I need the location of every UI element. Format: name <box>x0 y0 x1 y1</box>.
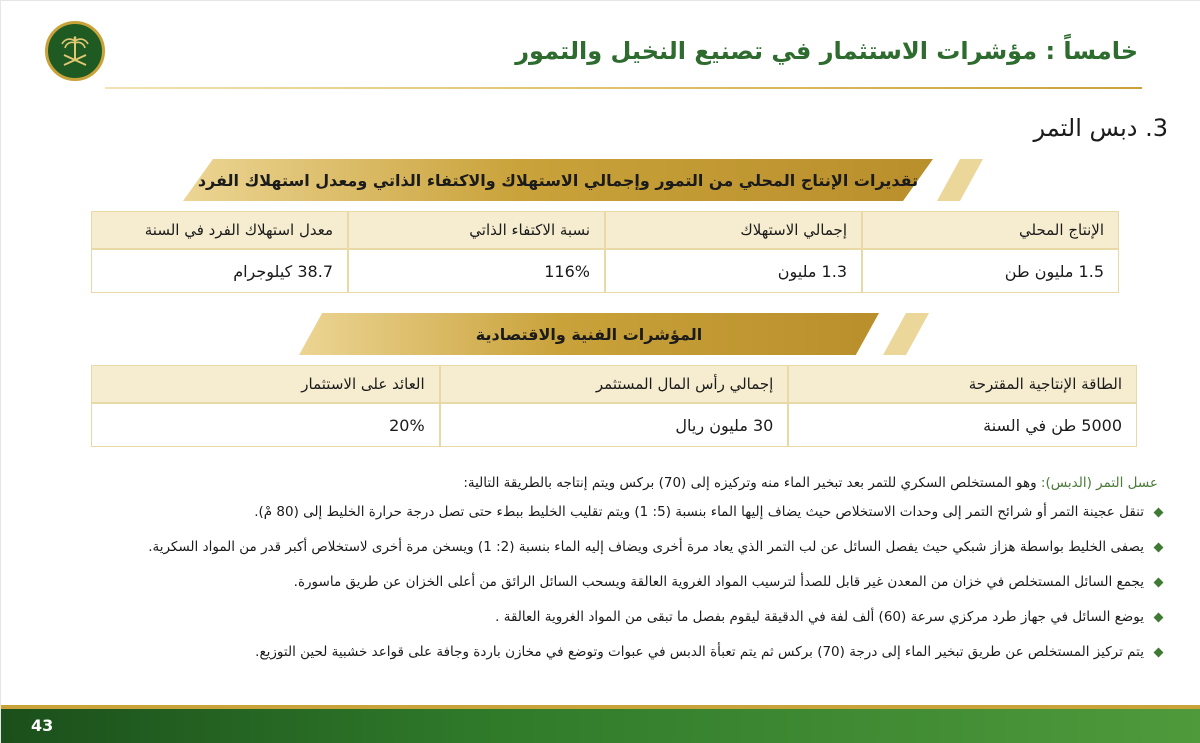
list-item <box>41 641 1164 664</box>
header-cell: معدل استهلاك الفرد في السنة <box>91 211 348 249</box>
value-cell: 1.5 مليون طن <box>862 249 1119 293</box>
list-item <box>41 571 1164 594</box>
header-cell: إجمالي الاستهلاك <box>605 211 862 249</box>
intro-paragraph <box>41 470 1158 496</box>
diamond-bullet-icon <box>1154 648 1164 658</box>
value-cell: 116% <box>348 249 605 293</box>
header-divider <box>105 87 1142 89</box>
value-cell: 30 مليون ريال <box>440 403 789 447</box>
list-item <box>41 501 1164 524</box>
list-item <box>41 536 1164 559</box>
page-title: خامساً : مؤشرات الاستثمار في تصنيع النخيل والتمور <box>515 37 1138 65</box>
table-header-row <box>91 365 1137 403</box>
banner-stripe <box>937 159 983 201</box>
indicators-banner <box>299 313 929 355</box>
header-cell: العائد على الاستثمار <box>91 365 440 403</box>
header-cell: الطاقة الإنتاجية المقترحة <box>788 365 1137 403</box>
diamond-bullet-icon <box>1154 543 1164 553</box>
table-row <box>91 403 1137 447</box>
diamond-bullet-icon <box>1154 508 1164 518</box>
page-number: 43 <box>31 716 54 735</box>
banner-stripe <box>883 313 929 355</box>
table-row <box>91 249 1119 293</box>
list-item-text: يتم تركيز المستخلص عن طريق تبخير الماء إلى درجة (70) بركس ثم يتم تعبأة الدبس في عبوات وتوضع في مخازن باردة وجافة على قواعد خشبية لحين التوزيع. <box>255 644 1144 660</box>
list-item-text: يجمع السائل المستخلص في خزان من المعدن غير قابل للصدأ لترسيب المواد الغروية العالقة ويسحب السائل الرائق من أعلى الخزان عن طريق ماسورة. <box>293 574 1144 590</box>
header-cell: نسبة الاكتفاء الذاتي <box>348 211 605 249</box>
logo <box>45 21 105 81</box>
process-steps-list <box>41 501 1164 676</box>
list-item-text: يصفى الخليط بواسطة هزاز شبكي حيث يفصل السائل عن لب التمر الذي يعاد مرة أخرى ويضاف إليه الماء بنسبة (2: 1) ويسخن مرة أخرى لاستخلاص أكبر قدر من المواد السكرية. <box>148 539 1144 555</box>
list-item-text: تنقل عجينة التمر أو شرائح التمر إلى وحدات الاستخلاص حيث يضاف إليها الماء بنسبة (5: 1) ويتم تقليب الخليط ببطء حتى تصل درجة حرارة الخليط إلى (80 مْ). <box>254 504 1144 520</box>
header-cell: إجمالي رأس المال المستثمر <box>440 365 789 403</box>
diamond-bullet-icon <box>1154 578 1164 588</box>
palm-swords-emblem-icon <box>55 31 95 71</box>
value-cell: 38.7 كيلوجرام <box>91 249 348 293</box>
table-header-row <box>91 211 1119 249</box>
intro-term: عسل التمر (الدبس): <box>1040 475 1158 491</box>
diamond-bullet-icon <box>1154 613 1164 623</box>
banner-title: تقديرات الإنتاج المحلي من التمور وإجمالي الاستهلاك والاكتفاء الذاتي ومعدل استهلاك الفرد <box>197 170 919 190</box>
footer-bar <box>1 709 1200 743</box>
banner-title: المؤشرات الفنية والاقتصادية <box>475 324 703 344</box>
list-item <box>41 606 1164 629</box>
list-item-text: يوضع السائل في جهاز طرد مركزي سرعة (60) ألف لفة في الدقيقة ليقوم بفصل ما تبقى من المواد الغروية العالقة . <box>495 609 1144 625</box>
value-cell: 1.3 مليون <box>605 249 862 293</box>
section-heading: 3. دبس التمر <box>1033 114 1168 142</box>
footer-gold-line <box>1 705 1200 709</box>
indicators-table <box>91 365 1137 447</box>
value-cell: 20% <box>91 403 440 447</box>
value-cell: 5000 طن في السنة <box>788 403 1137 447</box>
estimates-banner <box>183 159 983 201</box>
header-cell: الإنتاج المحلي <box>862 211 1119 249</box>
production-table <box>91 211 1119 293</box>
intro-text: وهو المستخلص السكري للتمر بعد تبخير الماء منه وتركيزه إلى (70) بركس ويتم إنتاجه بالطريقة التالية: <box>463 475 1041 491</box>
